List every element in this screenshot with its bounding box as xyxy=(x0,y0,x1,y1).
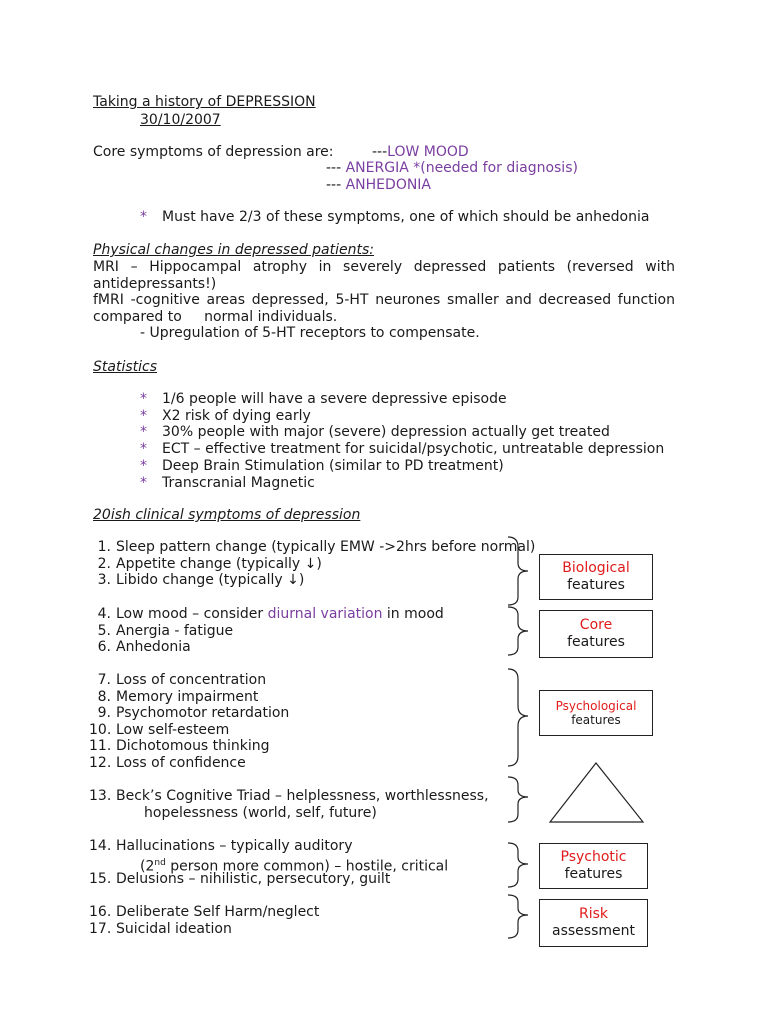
bullet-star-icon: * xyxy=(140,391,147,407)
item-text: Psychomotor retardation xyxy=(116,705,290,721)
clinical-symptom-continuation: hopelessness (world, self, future) xyxy=(144,805,377,821)
box-psychological-features: Psychological features xyxy=(539,690,653,736)
bullet-star-icon: * xyxy=(140,441,147,457)
cognitive-triad-triangle-icon xyxy=(550,763,643,822)
brace-psychological xyxy=(508,669,528,766)
document-title: Taking a history of DEPRESSION xyxy=(93,94,316,110)
statistics-item: X2 risk of dying early xyxy=(162,408,311,424)
bullet-star-icon: * xyxy=(140,424,147,440)
item-text: Delusions – nihilistic, persecutory, guilt xyxy=(116,871,391,887)
item-number: 4. xyxy=(97,606,111,622)
item-text: in mood xyxy=(382,606,444,622)
statistics-item: Deep Brain Stimulation (similar to PD treatment) xyxy=(162,458,504,474)
item-text: Anhedonia xyxy=(116,639,191,655)
item-text: Sleep pattern change (typically EMW ->2hrs before normal) xyxy=(116,539,536,555)
item-number: 9. xyxy=(97,705,111,721)
brace-psychotic xyxy=(508,843,528,887)
statistics-item: 1/6 people will have a severe depressive episode xyxy=(162,391,507,407)
item-number: 2. xyxy=(97,556,111,572)
box-core-features: Core features xyxy=(539,610,653,658)
item-text: Memory impairment xyxy=(116,689,259,705)
brace-biological xyxy=(508,537,528,605)
bullet-star-icon: * xyxy=(140,458,147,474)
core-intro: Core symptoms of depression are: xyxy=(93,144,334,160)
item-text: Dichotomous thinking xyxy=(116,738,270,754)
brace-core xyxy=(508,607,528,655)
physical-fmri-line-2: compared to normal individuals. xyxy=(93,309,338,325)
item-number: 10. xyxy=(89,722,112,738)
box-risk-assessment: Risk assessment xyxy=(539,899,648,947)
physical-mri-line-1: MRI – Hippocampal atrophy in severely depressed patients (reversed with xyxy=(93,259,675,275)
superscript: nd xyxy=(154,858,166,868)
statistics-item: 30% people with major (severe) depression actually get treated xyxy=(162,424,610,440)
item-number: 12. xyxy=(89,755,112,771)
item-number: 16. xyxy=(89,904,112,920)
core-note: Must have 2/3 of these symptoms, one of which should be anhedonia xyxy=(162,209,650,225)
bullet-star-icon: * xyxy=(140,408,147,424)
item-text: Hallucinations – typically auditory xyxy=(116,838,353,854)
item-text: Anergia - fatigue xyxy=(116,623,234,639)
item-number: 7. xyxy=(97,672,111,688)
core-item-anergia: --- ANERGIA *(needed for diagnosis) xyxy=(326,160,578,176)
item-number: 15. xyxy=(89,871,112,887)
item-number: 1. xyxy=(97,539,111,555)
brace-triad xyxy=(508,777,528,822)
item-text: (2 xyxy=(140,858,155,875)
bullet-star-icon: * xyxy=(140,475,147,491)
item-text: Low mood – consider xyxy=(116,606,268,622)
item-text: Deliberate Self Harm/neglect xyxy=(116,904,320,920)
item-number: 8. xyxy=(97,689,111,705)
physical-fmri-line-3: - Upregulation of 5-HT receptors to compensate. xyxy=(140,325,480,341)
statistics-heading: Statistics xyxy=(93,359,157,375)
box-biological-features: Biological features xyxy=(539,554,653,600)
item-text: Loss of confidence xyxy=(116,755,246,771)
core-item-anhedonia: --- ANHEDONIA xyxy=(326,177,432,193)
item-text: person more common) – hostile, critical xyxy=(165,858,449,875)
item-text: Low self-esteem xyxy=(116,722,230,738)
highlighted-term: diurnal variation xyxy=(267,606,383,622)
item-text: Libido change (typically ↓) xyxy=(116,572,305,588)
physical-heading: Physical changes in depressed patients: xyxy=(93,242,375,258)
physical-mri-line-2: antidepressants!) xyxy=(93,276,217,292)
item-number: 14. xyxy=(89,838,112,854)
physical-fmri-line-1: fMRI -cognitive areas depressed, 5-HT neurones smaller and decreased function xyxy=(93,292,675,308)
clinical-heading: 20ish clinical symptoms of depression xyxy=(93,507,361,523)
item-number: 5. xyxy=(97,623,111,639)
bullet-star-icon: * xyxy=(140,209,147,225)
item-number: 3. xyxy=(97,572,111,588)
brace-risk xyxy=(508,895,528,938)
box-psychotic-features: Psychotic features xyxy=(539,843,648,889)
statistics-item: Transcranial Magnetic xyxy=(162,475,315,491)
item-text: Appetite change (typically ↓) xyxy=(116,556,322,572)
item-number: 6. xyxy=(97,639,111,655)
statistics-item: ECT – effective treatment for suicidal/psychotic, untreatable depression xyxy=(162,441,665,457)
item-text: Beck’s Cognitive Triad – helplessness, worthlessness, xyxy=(116,788,489,804)
item-number: 17. xyxy=(89,921,112,937)
document-date: 30/10/2007 xyxy=(140,112,221,128)
item-text: Loss of concentration xyxy=(116,672,267,688)
item-number: 13. xyxy=(89,788,112,804)
item-number: 11. xyxy=(89,738,112,754)
core-item-low-mood: ---LOW MOOD xyxy=(372,144,469,160)
item-text: Suicidal ideation xyxy=(116,921,232,937)
